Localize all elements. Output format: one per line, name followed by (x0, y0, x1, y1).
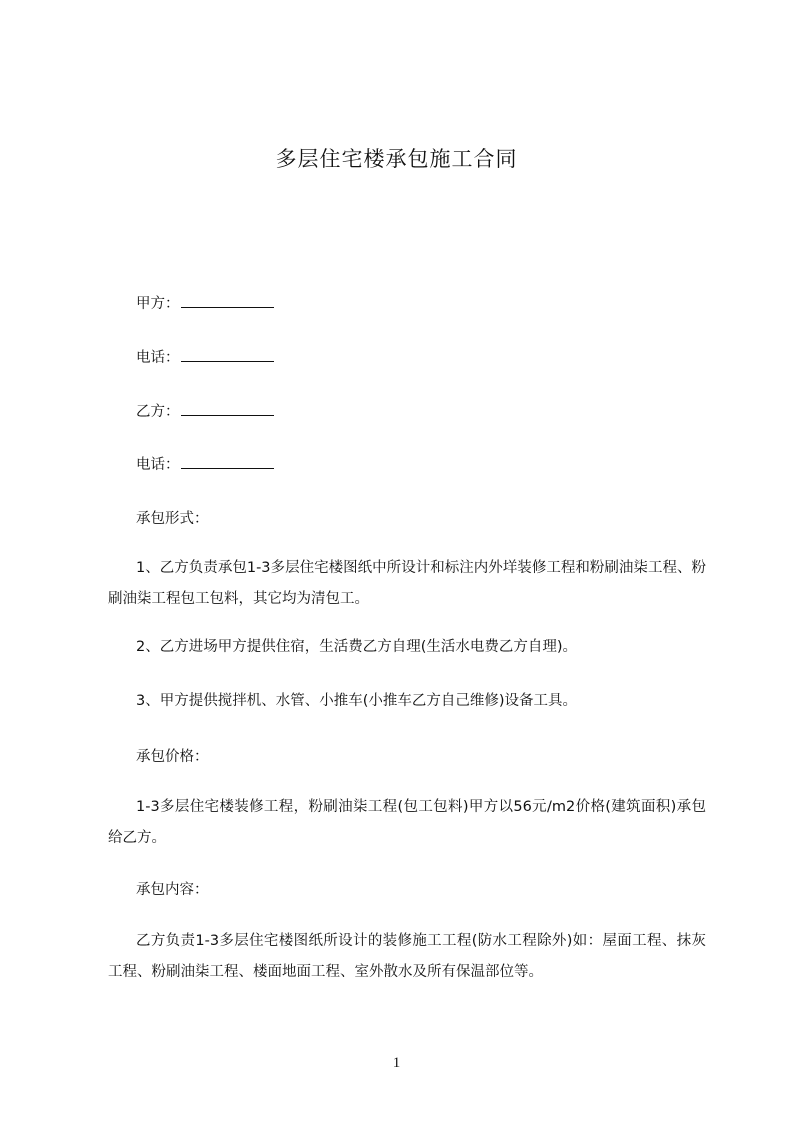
party-a-label: 甲方： (136, 296, 180, 312)
party-b-blank (181, 401, 274, 416)
party-b-label: 乙方： (136, 404, 180, 420)
party-a-phone-label: 电话： (136, 350, 180, 366)
contract-form-heading: 承包形式： (136, 511, 209, 527)
party-b-phone-blank (181, 454, 274, 469)
contract-price-heading: 承包价格： (136, 749, 209, 765)
contract-price-text: 1-3多层住宅楼装修工程，粉刷油柒工程(包工包料)甲方以56元/m2价格(建筑面积)承包给乙方。 (108, 799, 706, 846)
contract-form-item-3: 3、甲方提供搅拌机、水管、小推车(小推车乙方自己维修)设备工具。 (136, 693, 578, 709)
party-a-phone-blank (181, 347, 274, 362)
contract-form-item-1: 1、乙方负责承包1-3多层住宅楼图纸中所设计和标注内外垟装修工程和粉刷油柒工程、粉刷油柒工程包工包料，其它均为清包工。 (108, 560, 706, 607)
contract-form-item-2: 2、乙方进场甲方提供住宿，生活费乙方自理(生活水电费乙方自理)。 (136, 639, 578, 655)
document-title: 多层住宅楼承包施工合同 (275, 147, 518, 171)
contract-content-heading: 承包内容： (136, 882, 209, 898)
party-b-phone-label: 电话： (136, 457, 180, 473)
party-a-blank (181, 293, 274, 308)
party-a-phone-field (136, 346, 274, 367)
contract-content-text: 乙方负责1-3多层住宅楼图纸所设计的装修施工工程(防水工程除外)如：屋面工程、抹灰工程、粉刷油柒工程、楼面地面工程、室外散水及所有保温部位等。 (108, 933, 706, 980)
party-b-phone-field (136, 453, 274, 474)
party-b-field (136, 400, 274, 421)
party-a-field (136, 292, 274, 313)
page-number: 1 (392, 1055, 401, 1071)
